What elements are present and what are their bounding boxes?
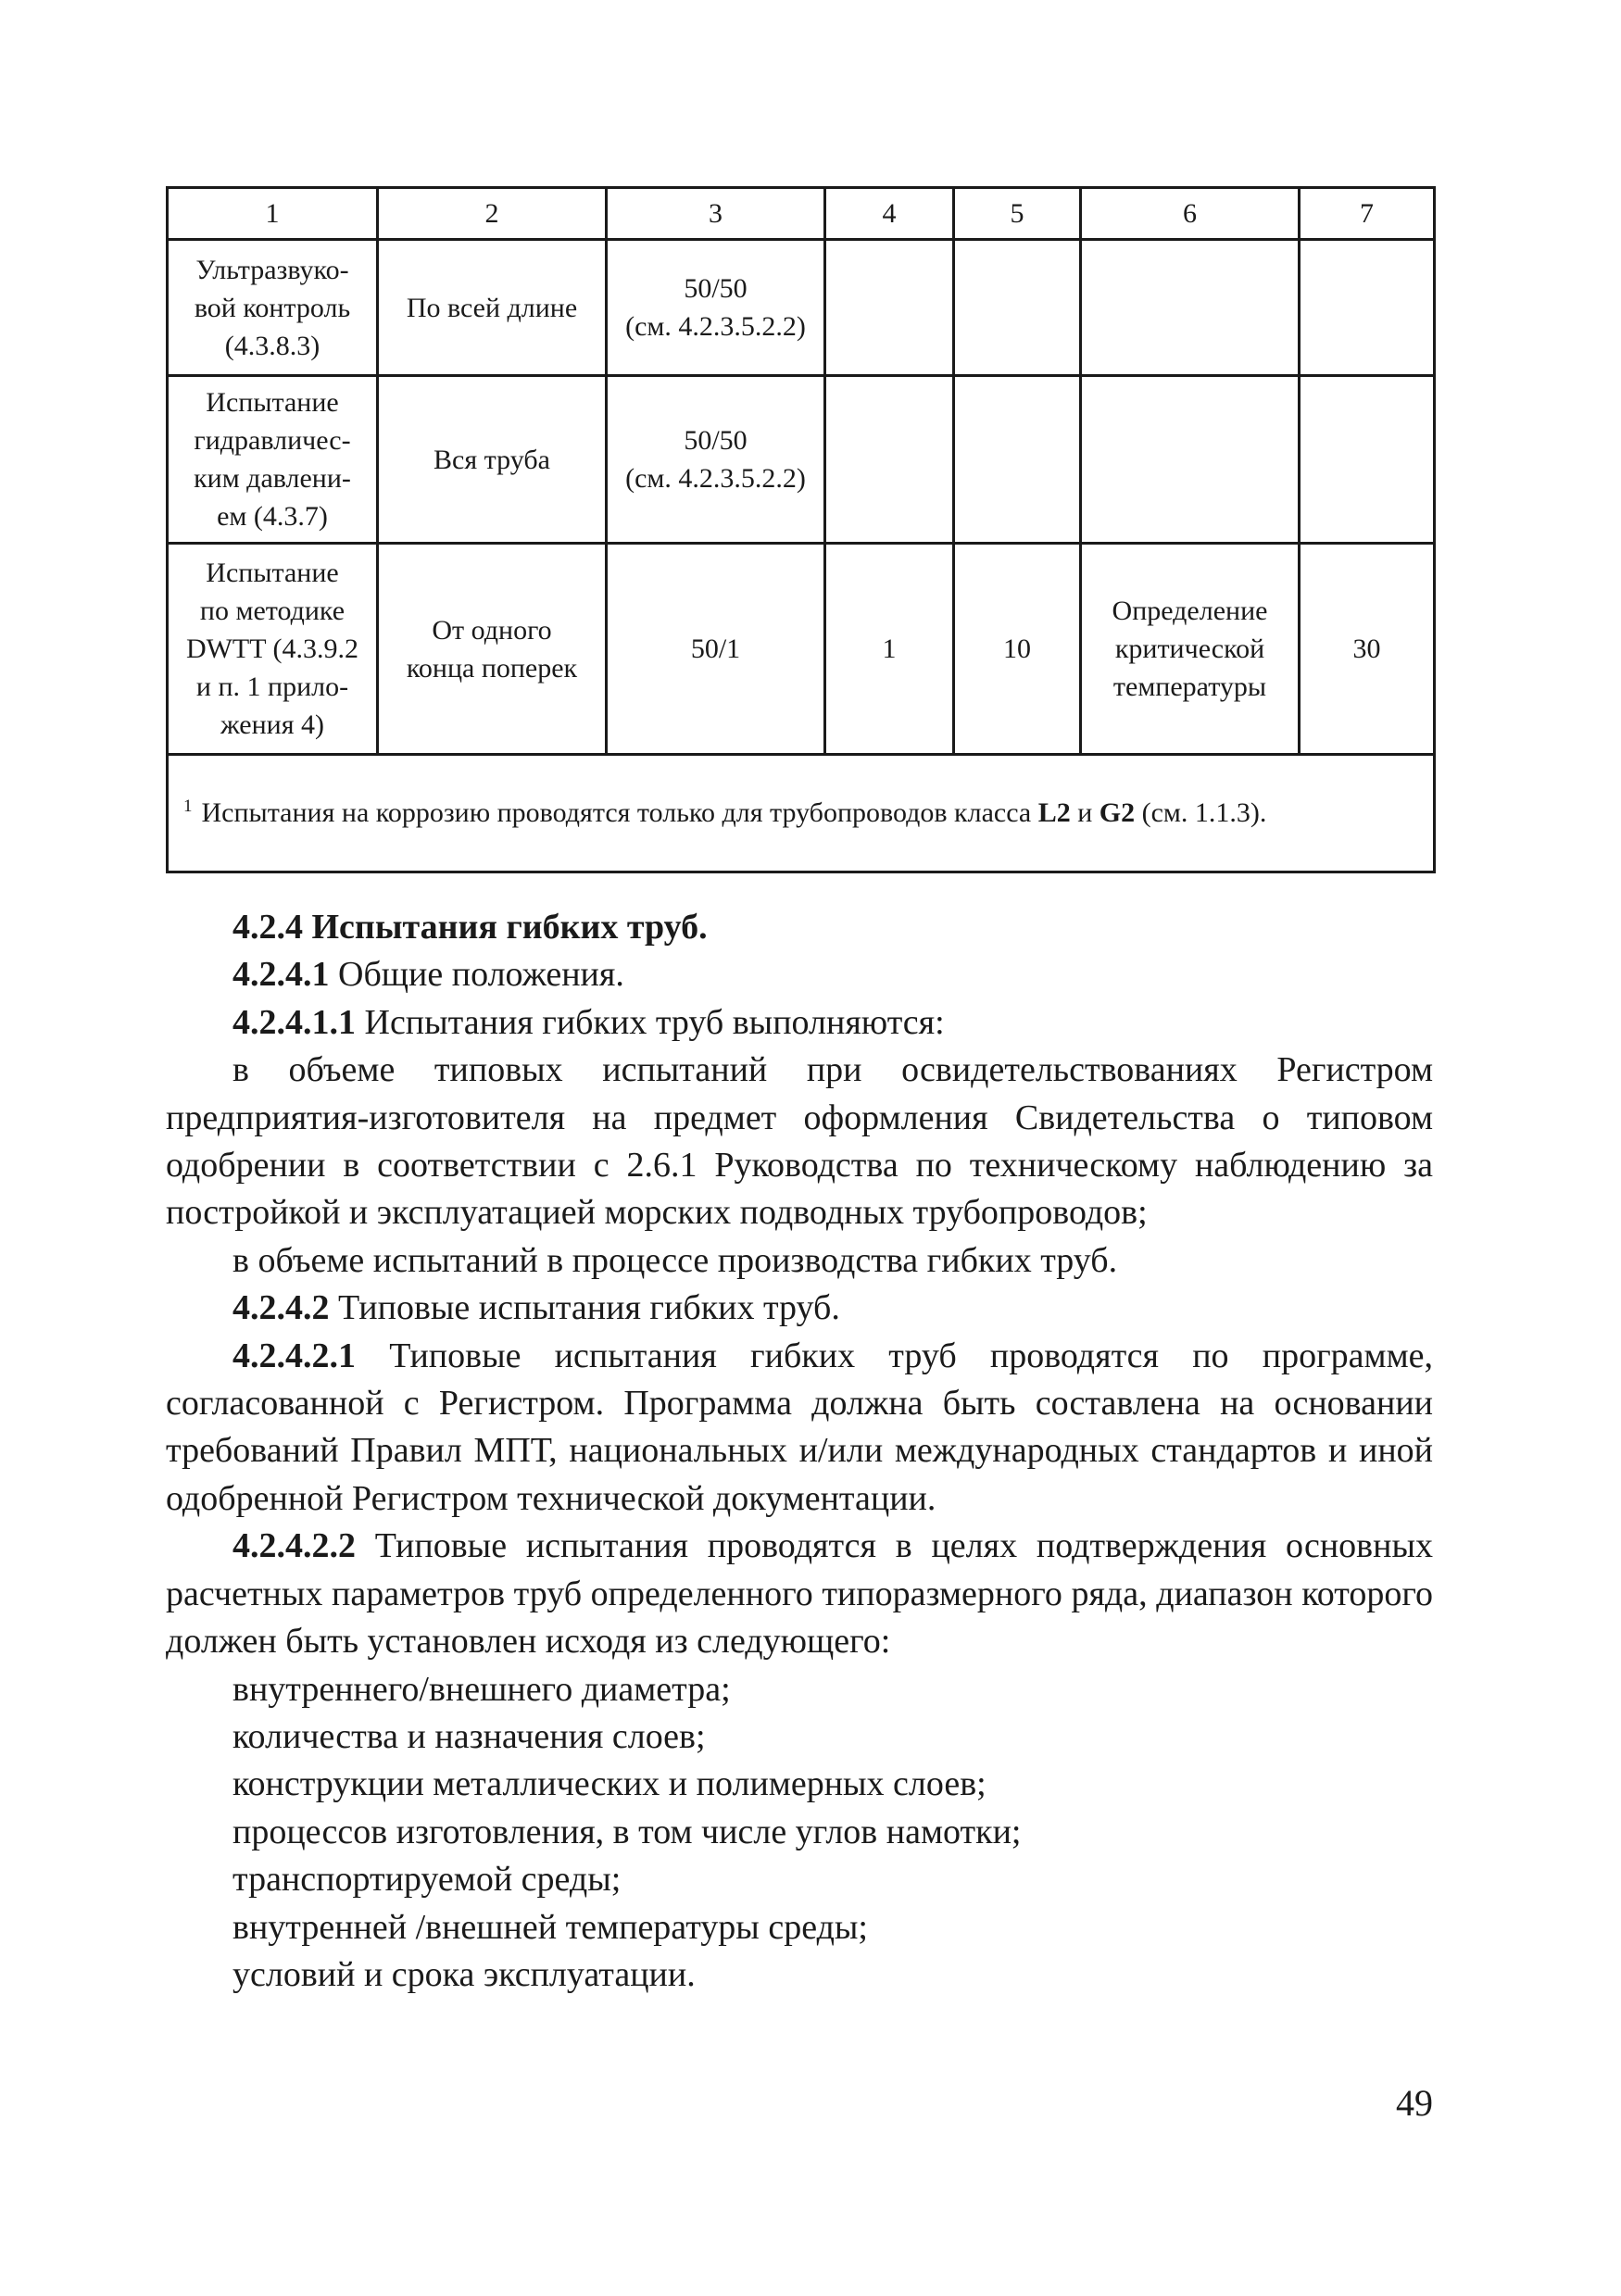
table-cell: 50/1 <box>607 544 825 755</box>
section-heading <box>166 904 1433 951</box>
paragraph-text: Типовые испытания гибких труб. <box>329 1288 840 1328</box>
paragraph-text: Типовые испытания проводятся в целях подтверждения основных расчетных параметров труб определенного типоразмерного ряда, диапазон которого должен быть установлен исходя из следующего: <box>166 1526 1433 1662</box>
footnote-text: Испытания на коррозию проводятся только для трубопроводов класса <box>201 797 1038 828</box>
footnote-mark: 1 <box>183 797 193 816</box>
paragraph-number: 4.2.4.2.1 <box>232 1336 356 1375</box>
table-cell: 30 <box>1300 544 1435 755</box>
list-item <box>166 1856 1433 1903</box>
table-cell: От одного конца поперек <box>378 544 607 755</box>
paragraph-text: Испытания гибких труб выполняются: <box>356 1002 945 1042</box>
table-cell: 10 <box>954 544 1081 755</box>
paragraph <box>166 1333 1433 1524</box>
table-header-cell: 3 <box>607 188 825 240</box>
list-item-text: внутренней /внешней температуры среды; <box>232 1907 868 1947</box>
table-cell <box>1300 240 1435 376</box>
table-cell: Испытание гидравличес- ким давлени- ем (4.3.7) <box>168 376 378 544</box>
footnote-class-g2: G2 <box>1099 797 1136 828</box>
table-header-cell: 6 <box>1081 188 1300 240</box>
paragraph-text: в объеме типовых испытаний при освидетельствованиях Регистром предприятия-изготовителя на предмет оформления Свидетельства о типовом одобрении в соответствии с 2.6.1 Руководства по техническому наблюдению за постройкой и эксплуатацией морских подводных трубопроводов; <box>166 1050 1433 1233</box>
table-header-cell: 7 <box>1300 188 1435 240</box>
paragraph <box>166 1047 1433 1237</box>
list-item-text: транспортируемой среды; <box>232 1860 622 1900</box>
table-cell: Вся труба <box>378 376 607 544</box>
paragraph <box>166 951 1433 998</box>
paragraph-text: Общие положения. <box>329 955 624 995</box>
section-heading-text: 4.2.4 Испытания гибких труб. <box>232 908 708 947</box>
table-header-cell: 5 <box>954 188 1081 240</box>
table-cell: 50/50 (см. 4.2.3.5.2.2) <box>607 376 825 544</box>
list-item <box>166 1761 1433 1808</box>
table-cell: По всей длине <box>378 240 607 376</box>
list-item-text: конструкции металлических и полимерных слоев; <box>232 1764 986 1804</box>
body-text <box>166 904 1433 1999</box>
table-header-row <box>168 188 1435 240</box>
table-cell: Определение критической температуры <box>1081 544 1300 755</box>
table-cell: 1 <box>825 544 954 755</box>
table-footnote-row <box>168 755 1435 872</box>
list-item-text: условий и срока эксплуатации. <box>232 1954 696 1994</box>
paragraph <box>166 1523 1433 1665</box>
list-item <box>166 1809 1433 1856</box>
paragraph <box>166 1285 1433 1332</box>
paragraph-number: 4.2.4.1.1 <box>232 1002 356 1042</box>
table-cell: Ультразвуко- вой контроль (4.3.8.3) <box>168 240 378 376</box>
list-item <box>166 1904 1433 1951</box>
footnote-reference: (см. 1.1.3). <box>1135 797 1267 828</box>
table-footnote <box>168 755 1435 872</box>
paragraph-number: 4.2.4.1 <box>232 955 330 995</box>
table-cell <box>825 240 954 376</box>
table-cell <box>825 376 954 544</box>
footnote-conjunction: и <box>1070 797 1100 828</box>
table-cell <box>1081 240 1300 376</box>
table-row <box>168 544 1435 755</box>
list-item <box>166 1951 1433 1999</box>
table-header-cell: 2 <box>378 188 607 240</box>
paragraph-number: 4.2.4.2.2 <box>232 1526 356 1566</box>
table-cell: 50/50 (см. 4.2.3.5.2.2) <box>607 240 825 376</box>
table-header-cell: 1 <box>168 188 378 240</box>
paragraph <box>166 999 1433 1047</box>
table-cell <box>954 240 1081 376</box>
list-item-text: внутреннего/внешнего диаметра; <box>232 1669 731 1709</box>
list-item <box>166 1666 1433 1713</box>
paragraph <box>166 1237 1433 1285</box>
test-requirements-table <box>166 186 1436 873</box>
footnote-class-l2: L2 <box>1037 797 1071 828</box>
paragraph-number: 4.2.4.2 <box>232 1288 330 1328</box>
table-cell <box>954 376 1081 544</box>
paragraph-text: в объеме испытаний в процессе производства гибких труб. <box>232 1240 1118 1280</box>
table-cell <box>1300 376 1435 544</box>
table-row <box>168 240 1435 376</box>
table-cell: Испытание по методике DWTT (4.3.9.2 и п. 1 прило- жения 4) <box>168 544 378 755</box>
table-cell <box>1081 376 1300 544</box>
list-item-text: количества и назначения слоев; <box>232 1716 706 1756</box>
paragraph-text: Типовые испытания гибких труб проводятся по программе, согласованной с Регистром. Программа должна быть составлена на основании требований Правил МПТ, национальных и/или международных стандартов и иной одобренной Регистром технической документации. <box>166 1336 1433 1518</box>
list-item <box>166 1713 1433 1761</box>
list-item-text: процессов изготовления, в том числе углов намотки; <box>232 1812 1022 1851</box>
page-number: 49 <box>1396 2082 1433 2124</box>
table-header-cell: 4 <box>825 188 954 240</box>
table-row <box>168 376 1435 544</box>
